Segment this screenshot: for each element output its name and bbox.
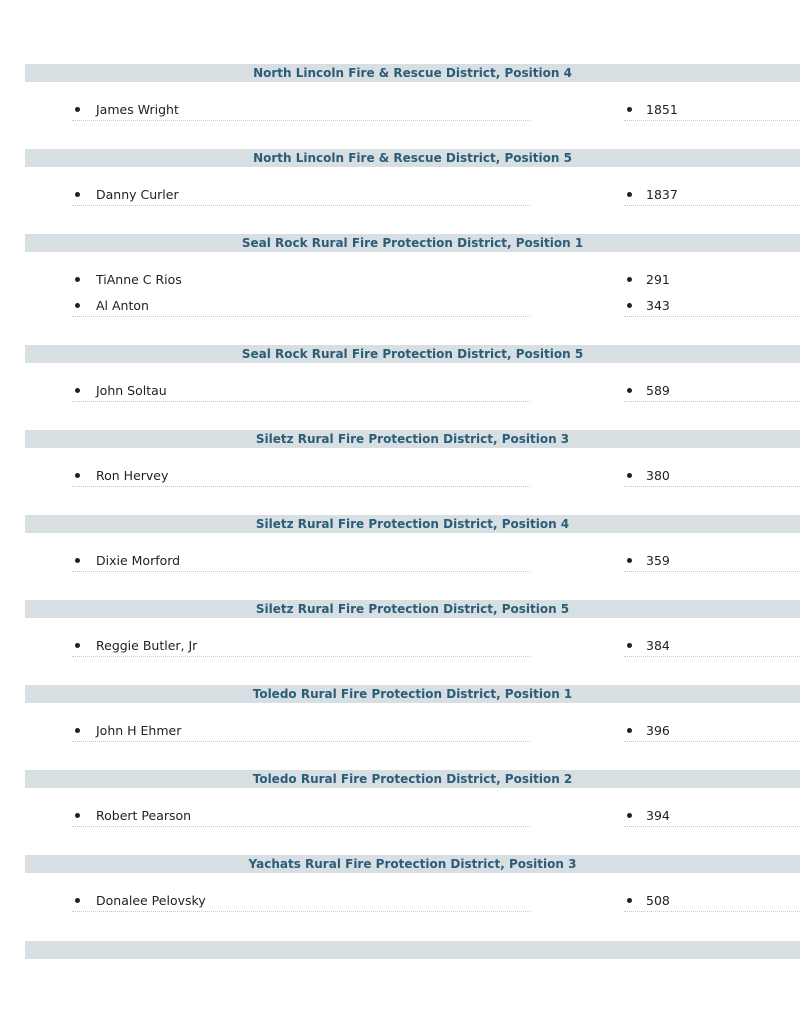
candidate-name: Donalee Pelovsky [96, 893, 206, 908]
candidate-row [0, 296, 800, 322]
race-section [0, 685, 800, 770]
vote-count-cell [624, 381, 800, 402]
candidate-name-cell [72, 381, 530, 402]
vote-count: 589 [646, 383, 670, 398]
vote-count-cell [624, 551, 800, 572]
race-title: Seal Rock Rural Fire Protection District, Position 1 [25, 234, 800, 252]
bullet-icon [627, 107, 632, 112]
vote-count-cell [624, 891, 800, 912]
candidate-row [0, 636, 800, 662]
vote-count: 291 [646, 272, 670, 287]
race-title: North Lincoln Fire & Rescue District, Position 4 [25, 64, 800, 82]
vote-count: 384 [646, 638, 670, 653]
bullet-icon [75, 558, 80, 563]
candidate-name-cell [72, 100, 530, 121]
vote-count-cell [624, 466, 800, 487]
candidate-row [0, 721, 800, 747]
race-section [0, 600, 800, 685]
bullet-icon [627, 473, 632, 478]
bullet-icon [75, 388, 80, 393]
bullet-icon [627, 643, 632, 648]
candidate-name: John H Ehmer [96, 723, 182, 738]
candidate-name-cell [72, 296, 530, 317]
bullet-icon [627, 898, 632, 903]
candidate-list [0, 551, 800, 577]
candidate-name-cell [72, 551, 530, 572]
candidate-name-cell [72, 185, 530, 206]
candidate-list [0, 381, 800, 407]
candidate-name: John Soltau [96, 383, 167, 398]
candidate-row [0, 806, 800, 832]
candidate-row [0, 891, 800, 917]
race-section [0, 234, 800, 345]
bullet-icon [75, 277, 80, 282]
candidate-row [0, 100, 800, 126]
bullet-icon [627, 813, 632, 818]
bullet-icon [627, 192, 632, 197]
race-title: Siletz Rural Fire Protection District, Position 3 [25, 430, 800, 448]
bullet-icon [627, 277, 632, 282]
candidate-name: Robert Pearson [96, 808, 192, 823]
bullet-icon [75, 898, 80, 903]
candidate-row [0, 466, 800, 492]
race-title: Yachats Rural Fire Protection District, Position 3 [25, 855, 800, 873]
bullet-icon [627, 303, 632, 308]
vote-count-cell [624, 806, 800, 827]
vote-count: 394 [646, 808, 670, 823]
bullet-icon [627, 728, 632, 733]
bullet-icon [75, 107, 80, 112]
bullet-icon [75, 728, 80, 733]
candidate-list [0, 100, 800, 126]
bullet-icon [627, 558, 632, 563]
trailing-header-bar [25, 941, 800, 959]
race-title: Toledo Rural Fire Protection District, Position 2 [25, 770, 800, 788]
bullet-icon [75, 813, 80, 818]
vote-count-cell [624, 270, 800, 290]
vote-count: 1837 [646, 187, 678, 202]
vote-count-cell [624, 721, 800, 742]
vote-count-cell [624, 185, 800, 206]
vote-count: 359 [646, 553, 670, 568]
race-title: Siletz Rural Fire Protection District, Position 4 [25, 515, 800, 533]
race-title: North Lincoln Fire & Rescue District, Position 5 [25, 149, 800, 167]
vote-count: 343 [646, 298, 670, 313]
vote-count: 380 [646, 468, 670, 483]
candidate-name: Reggie Butler, Jr [96, 638, 198, 653]
candidate-name-cell [72, 466, 530, 487]
race-title: Toledo Rural Fire Protection District, Position 1 [25, 685, 800, 703]
race-title: Siletz Rural Fire Protection District, Position 5 [25, 600, 800, 618]
candidate-list [0, 185, 800, 211]
vote-count-cell [624, 100, 800, 121]
candidate-name: Al Anton [96, 298, 149, 313]
bullet-icon [75, 192, 80, 197]
candidate-list [0, 721, 800, 747]
race-section [0, 430, 800, 515]
vote-count: 1851 [646, 102, 678, 117]
candidate-name-cell [72, 270, 530, 290]
candidate-list [0, 891, 800, 917]
race-section [0, 855, 800, 940]
candidate-name-cell [72, 806, 530, 827]
candidate-name-cell [72, 891, 530, 912]
candidate-name-cell [72, 721, 530, 742]
candidate-name-cell [72, 636, 530, 657]
candidate-row [0, 270, 800, 296]
candidate-name: Ron Hervey [96, 468, 169, 483]
vote-count-cell [624, 296, 800, 317]
candidate-list [0, 636, 800, 662]
candidate-list [0, 806, 800, 832]
bullet-icon [75, 473, 80, 478]
bullet-icon [75, 303, 80, 308]
vote-count: 396 [646, 723, 670, 738]
race-section [0, 770, 800, 855]
candidate-name: James Wright [96, 102, 179, 117]
bullet-icon [75, 643, 80, 648]
candidate-name: Dixie Morford [96, 553, 181, 568]
candidate-name: Danny Curler [96, 187, 179, 202]
bullet-icon [627, 388, 632, 393]
candidate-list [0, 270, 800, 322]
candidate-row [0, 381, 800, 407]
race-section [0, 515, 800, 600]
candidate-row [0, 185, 800, 211]
vote-count-cell [624, 636, 800, 657]
election-results-list [0, 64, 800, 940]
candidate-name: TiAnne C Rios [96, 272, 182, 287]
candidate-list [0, 466, 800, 492]
candidate-row [0, 551, 800, 577]
race-section [0, 149, 800, 234]
race-title: Seal Rock Rural Fire Protection District, Position 5 [25, 345, 800, 363]
vote-count: 508 [646, 893, 670, 908]
race-section [0, 64, 800, 149]
race-section [0, 345, 800, 430]
